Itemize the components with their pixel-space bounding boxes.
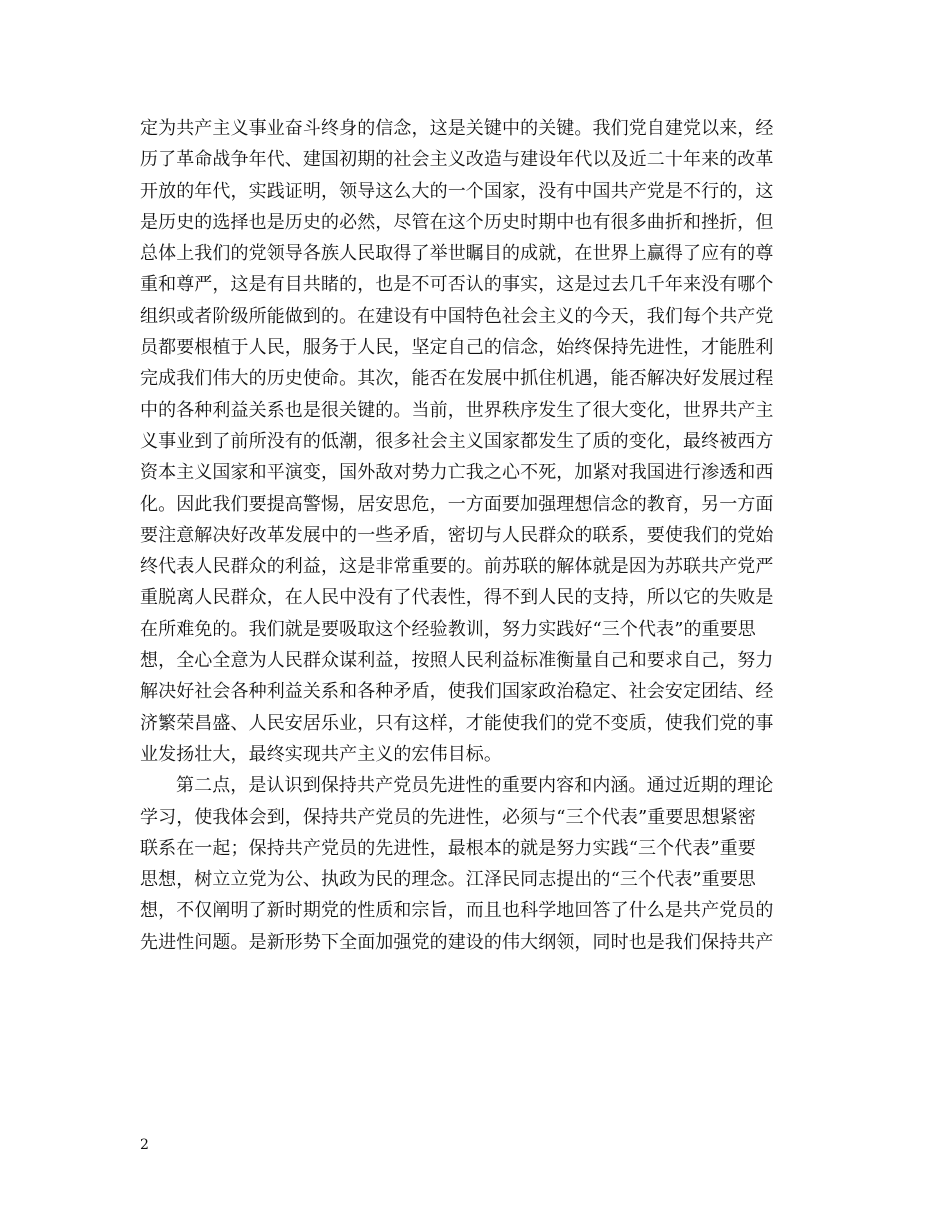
page-number: 2 <box>140 1137 149 1153</box>
text-line: 重脱离人民群众，在人民中没有了代表性，得不到人民的支持，所以它的失败是 <box>140 587 774 609</box>
text-line: 在所难免的。我们就是要吸取这个经验教训，努力实践好“三个代表”的重要思 <box>140 618 756 640</box>
text-line: 完成我们伟大的历史使命。其次，能否在发展中抓住机遇，能否解决好发展过程 <box>140 368 774 390</box>
text-line: 资本主义国家和平演变，国外敌对势力亡我之心不死，加紧对我国进行渗透和西 <box>140 462 774 484</box>
text-line: 思想，树立立党为公、执政为民的理念。江泽民同志提出的“三个代表”重要思 <box>140 869 756 891</box>
text-line: 开放的年代，实践证明，领导这么大的一个国家，没有中国共产党是不行的，这 <box>140 180 774 202</box>
text-line: 员都要根植于人民，服务于人民，坚定自己的信念，始终保持先进性，才能胜利 <box>140 337 774 359</box>
text-line: 总体上我们的党领导各族人民取得了举世瞩目的成就，在世界上赢得了应有的尊 <box>140 243 774 265</box>
text-line: 先进性问题。是新形势下全面加强党的建设的伟大纲领，同时也是我们保持共产 <box>140 931 774 953</box>
text-line: 终代表人民群众的利益，这是非常重要的。前苏联的解体就是因为苏联共产党严 <box>140 556 774 578</box>
text-line: 是历史的选择也是历史的必然，尽管在这个历史时期中也有很多曲折和挫折，但 <box>140 211 774 233</box>
body-text <box>140 113 810 958</box>
text-line: 定为共产主义事业奋斗终身的信念，这是关键中的关键。我们党自建党以来，经 <box>140 118 774 139</box>
text-line: 想，全心全意为人民群众谋利益，按照人民利益标准衡量自己和要求自己，努力 <box>140 650 774 672</box>
text-line: 联系在一起；保持共产党员的先进性，最根本的就是努力实践“三个代表”重要 <box>140 837 756 859</box>
text-line: 组织或者阶级所能做到的。在建设有中国特色社会主义的今天，我们每个共产党 <box>140 305 774 327</box>
text-line: 历了革命战争年代、建国初期的社会主义改造与建设年代以及近二十年来的改革 <box>140 149 774 171</box>
text-line: 重和尊严，这是有目共睹的，也是不可否认的事实，这是过去几千年来没有哪个 <box>140 274 774 296</box>
text-line: 解决好社会各种利益关系和各种矛盾，使我们国家政治稳定、社会安定团结、经 <box>140 681 774 703</box>
paragraph-start-line: 第二点，是认识到保持共产党员先进性的重要内容和内涵。通过近期的理论 <box>176 775 774 797</box>
text-line: 学习，使我体会到，保持共产党员的先进性，必须与“三个代表”重要思想紧密 <box>140 806 756 828</box>
text-line: 业发扬壮大，最终实现共产主义的宏伟目标。 <box>140 743 502 765</box>
text-line: 要注意解决好改革发展中的一些矛盾，密切与人民群众的联系，要使我们的党始 <box>140 524 774 546</box>
text-line: 化。因此我们要提高警惕，居安思危，一方面要加强理想信念的教育，另一方面 <box>140 493 774 515</box>
text-line: 义事业到了前所没有的低潮，很多社会主义国家都发生了质的变化，最终被西方 <box>140 430 774 452</box>
text-line: 想，不仅阐明了新时期党的性质和宗旨，而且也科学地回答了什么是共产党员的 <box>140 900 774 922</box>
text-line: 济繁荣昌盛、人民安居乐业，只有这样，才能使我们的党不变质，使我们党的事 <box>140 712 774 734</box>
text-line: 中的各种利益关系也是很关键的。当前，世界秩序发生了很大变化，世界共产主 <box>140 399 774 421</box>
